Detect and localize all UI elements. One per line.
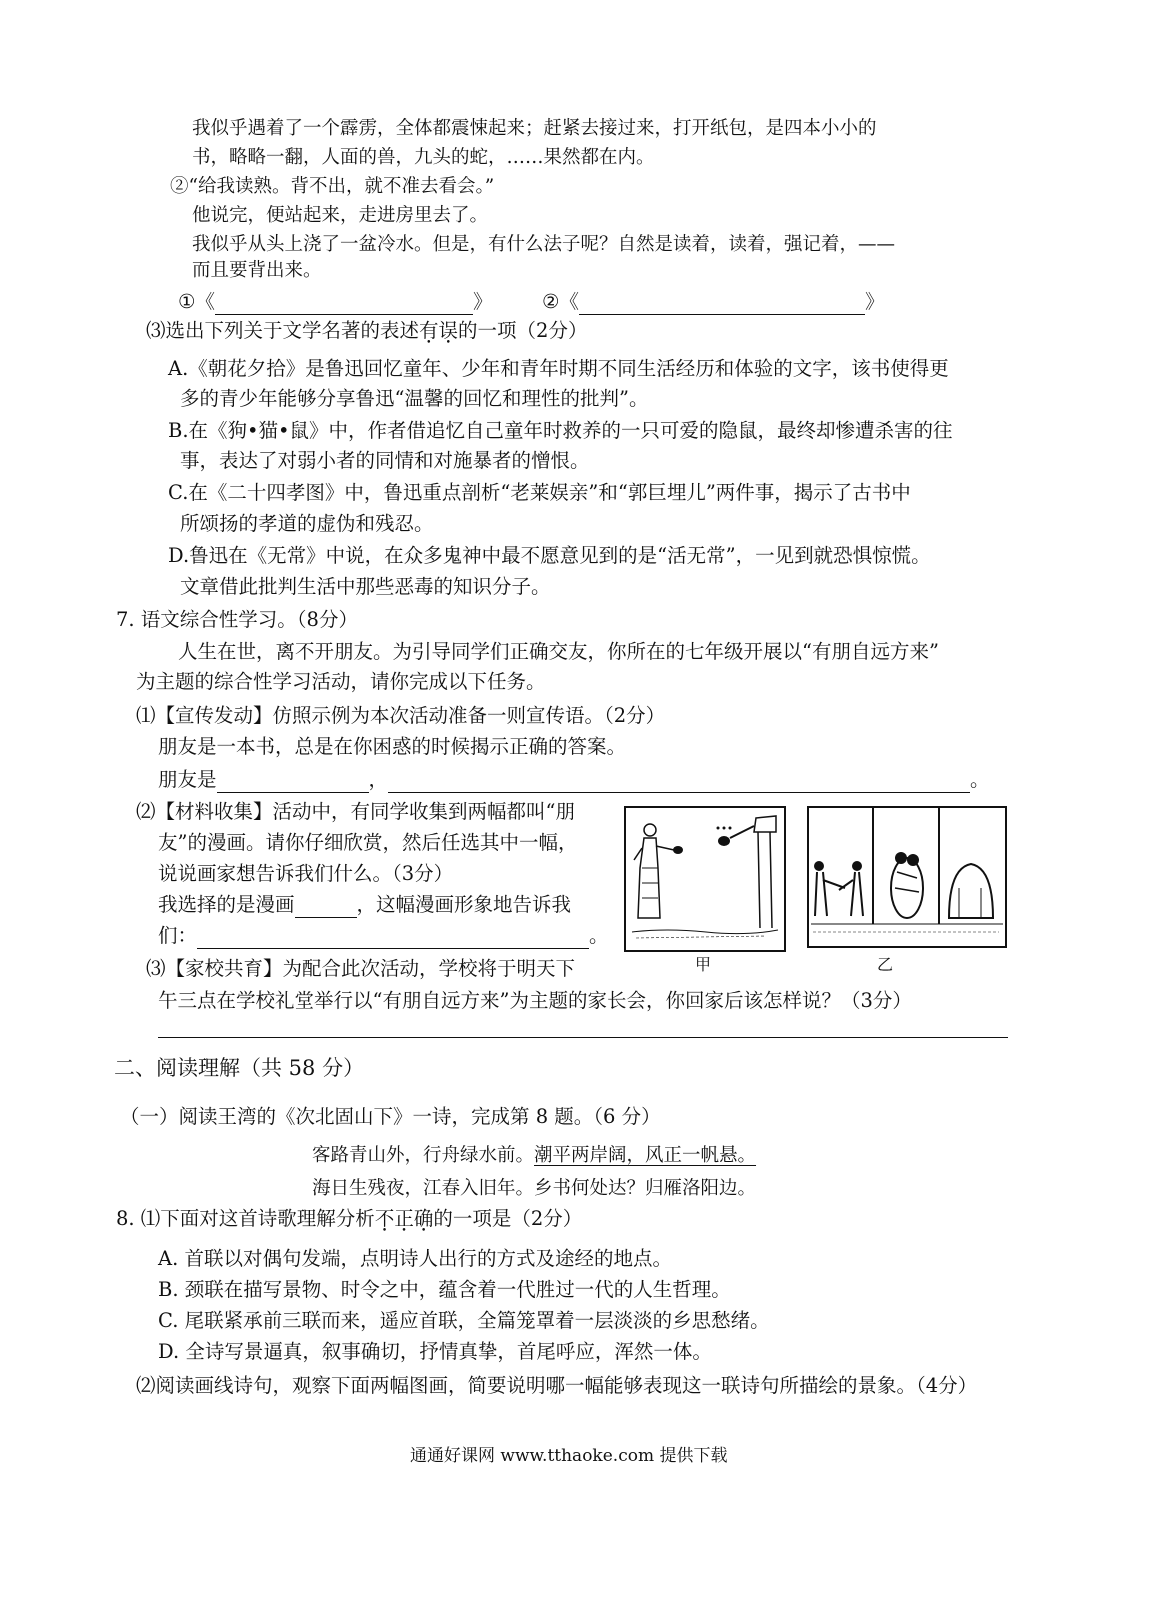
cartoon-yi-caption: 乙 [877, 955, 894, 974]
q6-sub3-pre: ⑶选出下列关于文学名著的表述 [146, 319, 420, 342]
cartoon-jia [624, 806, 786, 952]
fill-comma: ， [368, 768, 389, 791]
q7-sub2-line2: 友”的漫画。请你仔细欣赏，然后任选其中一幅， [158, 831, 578, 854]
q6-sub3 [146, 318, 587, 344]
poem-line-1 [312, 1143, 756, 1169]
option-c-line2: 所颂扬的孝道的虚伪和残忍。 [180, 512, 434, 535]
excerpt1-line1: 我似乎遇着了一个霹雳，全体都震悚起来；赶紧去接过来，打开纸包，是四本小小的 [192, 118, 877, 139]
choose-label: 我选择的是漫画 [158, 893, 295, 916]
option-b-line2: 事，表达了对弱小者的同情和对施暴者的憎恨。 [180, 449, 590, 472]
fill-prefix: 朋友是 [158, 768, 217, 791]
option-b-line1: B.在《狗•猫•鼠》中，作者借追忆自己童年时救养的一只可爱的隐鼠，最终却惨遭杀害的往 [168, 419, 953, 442]
q7-sub3-line1: ⑶【家校共育】为配合此次活动，学校将于明天下 [146, 957, 576, 980]
book-blank-1[interactable] [178, 289, 493, 315]
answer-line[interactable] [158, 1037, 1008, 1038]
q7-example: 朋友是一本书，总是在你困惑的时候揭示正确的答案。 [158, 735, 627, 758]
excerpt2-line4: 而且要背出来。 [192, 260, 322, 281]
book-blank-2[interactable] [542, 289, 885, 315]
option-d-line1: D.鲁迅在《无常》中说，在众多鬼神中最不愿意见到的是“活无常”，一见到就恐惧惊慌。 [168, 544, 931, 567]
section2-title: 二、阅读理解（共 58 分） [114, 1056, 365, 1080]
q7-title: 7. 语文综合性学习。（8分） [116, 608, 358, 631]
q7-sub1: ⑴【宣传发动】仿照示例为本次活动准备一则宣传语。（2分） [136, 704, 666, 727]
q7-sub3-line2: 午三点在学校礼堂举行以“有朋自远方来”为主题的家长会，你回家后该怎样说？（3分） [158, 989, 912, 1012]
excerpt2-line2: 他说完，便站起来，走进房里去了。 [192, 205, 489, 226]
blank2-prefix: ②《 [542, 290, 579, 313]
q8-option-a: A. 首联以对偶句发端，点明诗人出行的方式及途经的地点。 [158, 1247, 672, 1270]
blank1-suffix: 》 [472, 290, 493, 313]
q7-intro-1: 人生在世，离不开朋友。为引导同学们正确交友，你所在的七年级开展以“有朋自远方来” [178, 640, 939, 663]
fill-blank-1[interactable] [217, 772, 369, 793]
q8-option-d: D. 全诗写景逼真，叙事确切，抒情真挚，首尾呼应，浑然一体。 [158, 1340, 712, 1363]
cartoon-jia-caption: 甲 [695, 955, 712, 974]
excerpt1-line2: 书，略略一翻，人面的兽，九头的蛇，……果然都在内。 [192, 147, 655, 168]
q7-sub2-line1: ⑵【材料收集】活动中，有同学收集到两幅都叫“朋 [136, 800, 575, 823]
emphasis-char: 正 [394, 1207, 414, 1230]
fill-end: 。 [970, 768, 990, 791]
blank2-line[interactable] [579, 294, 865, 315]
blank1-line[interactable] [215, 294, 473, 315]
q8-option-b: B. 颈联在描写景物、时令之中，蕴含着一代胜过一代的人生哲理。 [158, 1278, 731, 1301]
option-d-line2: 文章借此批判生活中那些恶毒的知识分子。 [180, 575, 551, 598]
section2-part1: （一）阅读王湾的《次北固山下》一诗，完成第 8 题。（6 分） [120, 1105, 661, 1128]
poem-underlined-lines: 潮平两岸阔，风正一帆悬。 [534, 1145, 757, 1166]
option-c-line1: C.在《二十四孝图》中，鲁迅重点剖析“老莱娱亲”和“郭巨埋儿”两件事，揭示了古书中 [168, 481, 911, 504]
q6-sub3-post: 的一项（2分） [458, 319, 588, 342]
cartoon-jia-drawing [626, 808, 784, 950]
emphasis-char: 确 [413, 1207, 434, 1230]
cartoon-yi [807, 806, 1007, 948]
q7-sub2-line3: 说说画家想告诉我们什么。（3分） [158, 862, 454, 885]
excerpt2-line1: ②“给我读熟。背不出，就不准去看会。” [170, 176, 495, 197]
cartoon-yi-drawing [809, 808, 1005, 946]
q7-fill[interactable] [158, 767, 990, 793]
emphasis-char: 不 [374, 1207, 395, 1230]
q7-intro-2: 为主题的综合性学习活动，请你完成以下任务。 [136, 670, 546, 693]
option-a-line1: A.《朝花夕拾》是鲁迅回忆童年、少年和青年时期不同生活经历和体验的文字，该书使得更 [168, 357, 949, 380]
answer-end: 。 [589, 924, 609, 947]
answer-label: 们： [158, 924, 198, 947]
q8-sub1-pre: 8. ⑴下面对这首诗歌理解分析 [116, 1207, 375, 1230]
q7-sub2-line4[interactable] [158, 892, 571, 918]
poem-line-1a: 客路青山外，行舟绿水前。 [312, 1145, 535, 1166]
q7-sub2-line5[interactable] [158, 923, 609, 949]
q8-sub2: ⑵阅读画线诗句，观察下面两幅图画，简要说明哪一幅能够表现这一联诗句所描绘的景象。（4分） [136, 1374, 978, 1397]
emphasis-char: 有 [419, 319, 439, 342]
emphasis-char: 误 [438, 319, 459, 342]
poem-line-2: 海日生残夜，江春入旧年。乡书何处达？归雁洛阳边。 [312, 1178, 757, 1199]
option-a-line2: 多的青少年能够分享鲁迅“温馨的回忆和理性的批判”。 [180, 387, 649, 410]
blank2-suffix: 》 [864, 290, 885, 313]
q8-option-c: C. 尾联紧承前三联而来，遥应首联，全篇笼罩着一层淡淡的乡思愁绪。 [158, 1309, 770, 1332]
excerpt2-line3: 我似乎从头上浇了一盆冷水。但是，有什么法子呢？自然是读着，读着，强记着，—— [192, 234, 896, 255]
choose-label-2: ，这幅漫画形象地告诉我 [356, 893, 572, 916]
choice-blank[interactable] [295, 897, 357, 918]
q8-sub1-post: 的一项是（2分） [433, 1207, 583, 1230]
blank1-prefix: ①《 [178, 290, 215, 313]
footer: 通通好课网 www.tthaoke.com 提供下载 [410, 1446, 728, 1466]
answer-blank[interactable] [197, 928, 589, 949]
fill-blank-2[interactable] [388, 772, 970, 793]
q8-sub1 [116, 1206, 582, 1232]
